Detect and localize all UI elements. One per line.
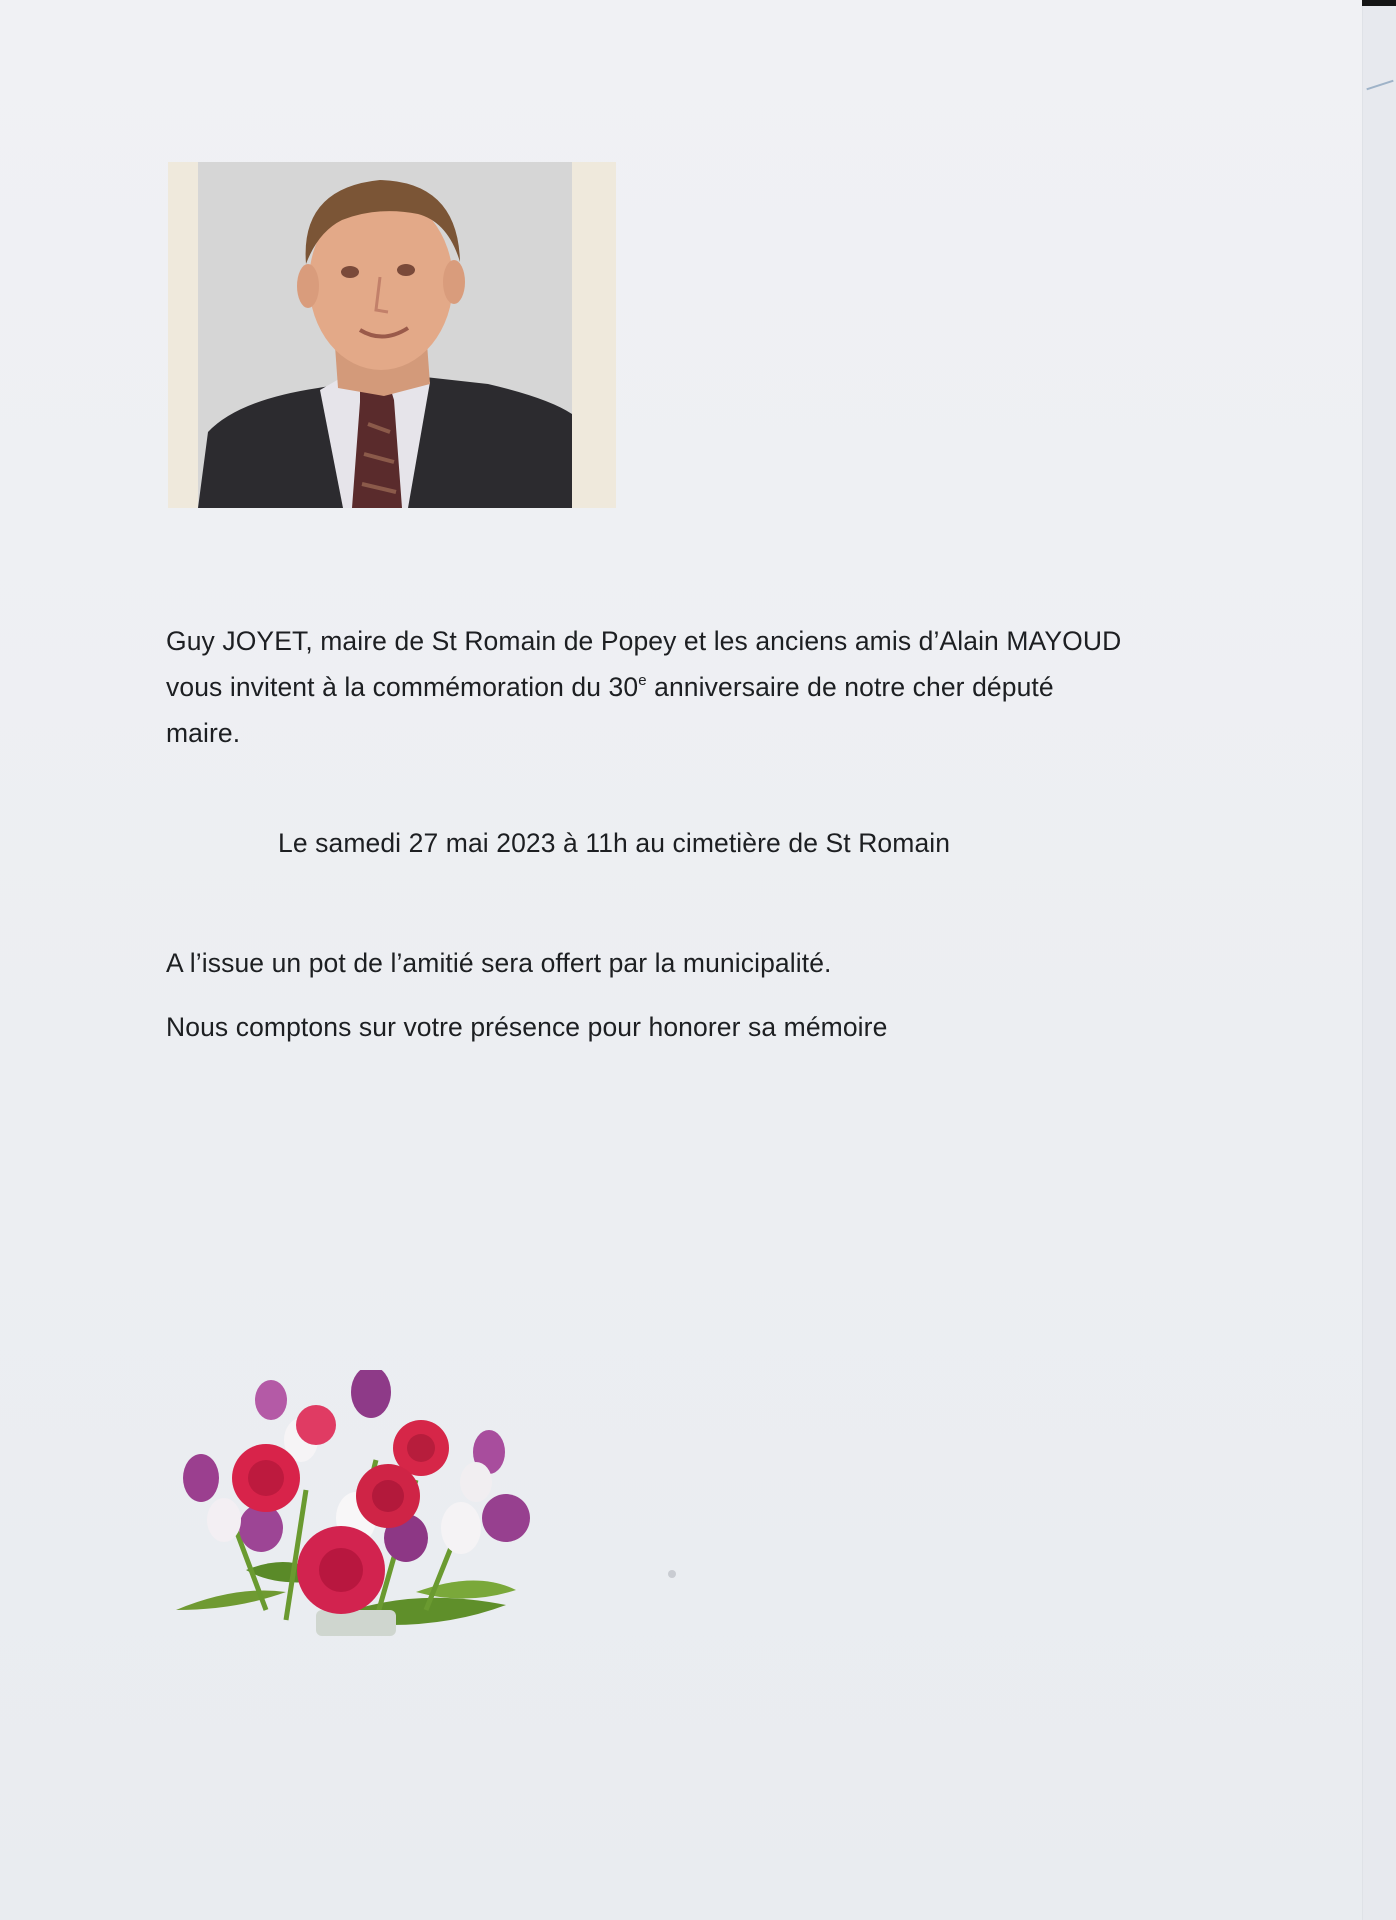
invitation-line-2-end: anniversaire de notre cher député [646, 672, 1054, 702]
bouquet-icon [176, 1370, 546, 1636]
scan-corner-mark [1362, 0, 1396, 6]
closing-line: Nous comptons sur votre présence pour honorer sa mémoire [166, 1012, 888, 1042]
invitation-line-3: maire. [166, 718, 241, 748]
scan-speck [668, 1570, 676, 1578]
flower-bouquet [176, 1370, 546, 1636]
reception-note: A l’issue un pot de l’amitié sera offert par la municipalité. [166, 948, 832, 978]
invitation-line-1: Guy JOYET, maire de St Romain de Popey et les anciens amis d’Alain MAYOUD [166, 626, 1122, 656]
portrait-photo [168, 162, 616, 508]
scan-edge [1362, 0, 1396, 1920]
invitation-line-2-start: vous invitent à la commémoration du 30 [166, 672, 639, 702]
ordinal-superscript: e [638, 672, 647, 689]
event-date-location: Le samedi 27 mai 2023 à 11h au cimetière de St Romain [278, 828, 951, 858]
invitation-line-2 [166, 664, 1121, 710]
portrait-icon [168, 162, 616, 508]
invitation-paragraph [166, 618, 1121, 756]
